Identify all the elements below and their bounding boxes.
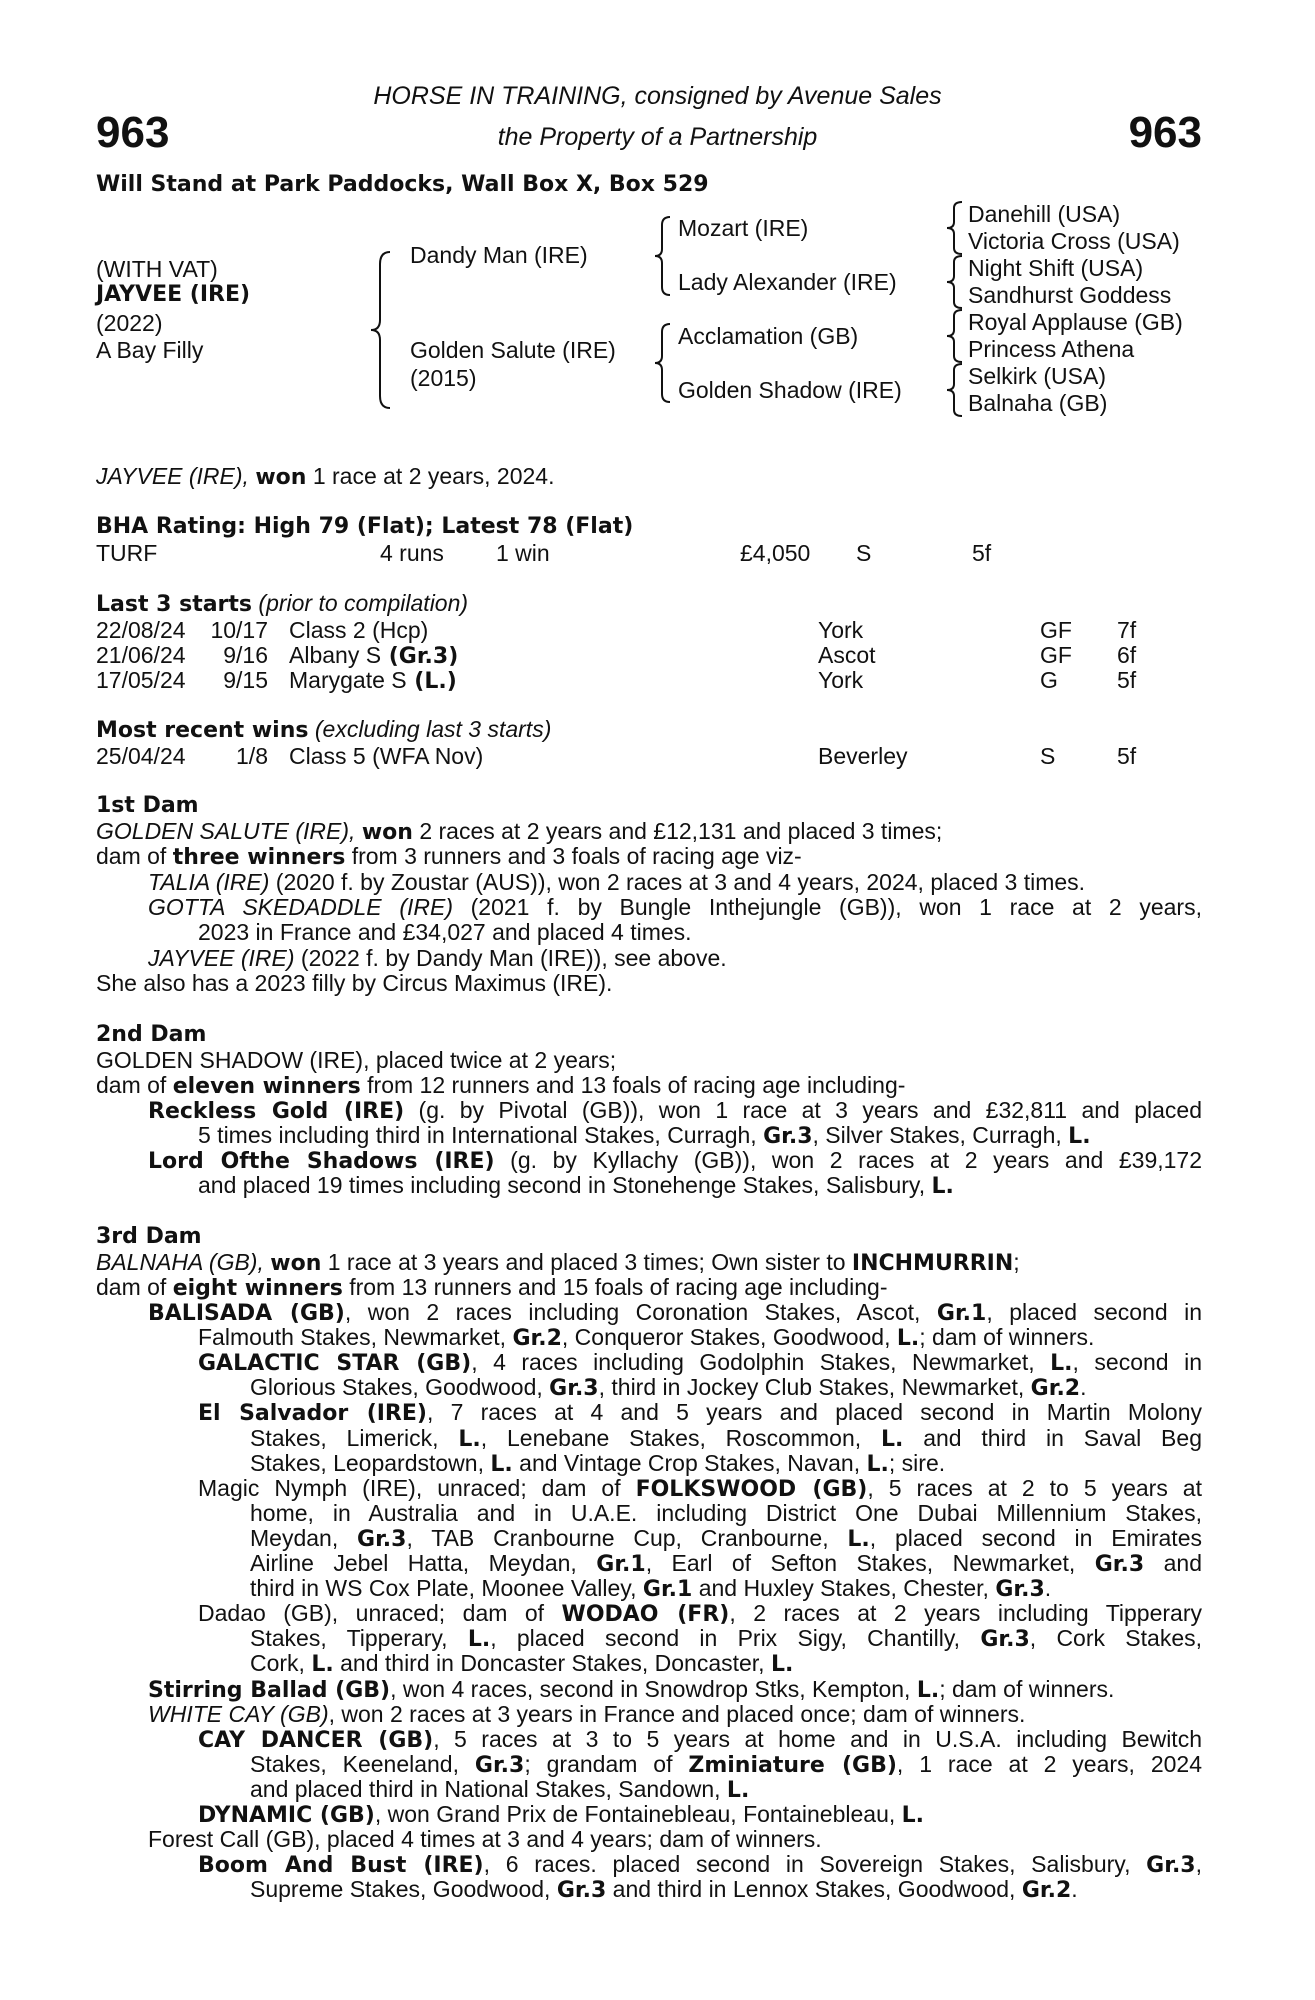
plain-text: , won 2 races including Coronation Stakes, Ascot,	[344, 1299, 937, 1325]
form-race	[289, 642, 458, 669]
plain-text: , won 4 races, second in Snowdrop Stks, Kempton,	[390, 1675, 917, 1702]
dam3-winners: eight winners	[172, 1276, 343, 1301]
brace-ds	[944, 308, 964, 364]
bold-text: Gr.3	[1146, 1853, 1196, 1879]
dam3-semicolon: ;	[1013, 1249, 1020, 1275]
dam1-line1	[96, 819, 942, 845]
bold-text: Gr.2	[1021, 1878, 1072, 1904]
plain-text: and third in Doncaster Stakes, Doncaster,	[333, 1650, 771, 1677]
gen3-6: Princess Athena	[968, 336, 1135, 362]
plain-text: ; dam of winners.	[919, 1324, 1095, 1351]
bold-text: Gr.3	[549, 1376, 599, 1402]
form-race-name: Class 2 (Hcp)	[289, 617, 429, 643]
dam3-produce-line	[250, 1651, 793, 1677]
dam3-record: 1 race at 3 years and placed 3 times; Own sister to	[321, 1249, 852, 1275]
ls-grade: L.	[931, 1174, 954, 1199]
plain-text: and Huxley Stakes, Chester,	[692, 1575, 996, 1602]
bold-text: GALACTIC STAR (GB)	[198, 1351, 472, 1377]
dam3-produce-line	[250, 1451, 945, 1477]
summary-rest: 1 race at 2 years, 2024.	[312, 463, 555, 489]
form-race	[289, 667, 457, 694]
dam2-ls-cont	[198, 1173, 954, 1199]
dam3-produce-line	[250, 1426, 1202, 1452]
bold-text: L.	[880, 1426, 904, 1452]
plain-text: Cork,	[250, 1650, 312, 1677]
plain-text: , 7 races at 4 and 5 years and placed second in Martin Molony	[426, 1399, 1203, 1426]
plain-text: home, in Australia and in U.A.E. including District One Dubai Millennium Stakes,	[250, 1499, 1202, 1526]
form-date: 22/08/24	[96, 617, 186, 643]
dam2-winners: eleven winners	[172, 1074, 361, 1099]
dam1-winners: three winners	[172, 845, 346, 870]
horse-vat: (WITH VAT)	[96, 256, 218, 282]
rg-grade2: L.	[1068, 1124, 1091, 1149]
gen3-3: Night Shift (USA)	[968, 255, 1144, 281]
dam3-produce-line	[250, 1576, 1051, 1602]
gotta-name: GOTTA SKEDADDLE (IRE)	[148, 894, 453, 920]
dam2-damof: dam of	[96, 1072, 173, 1098]
header-line-1: HORSE IN TRAINING, consigned by Avenue Sales	[373, 82, 942, 110]
plain-text: and	[1144, 1550, 1202, 1576]
ls-name: Lord Ofthe Shadows (IRE)	[148, 1149, 495, 1174]
form-position: 9/16	[223, 642, 268, 668]
gen3-7: Selkirk (USA)	[968, 363, 1107, 389]
dam1-talia	[148, 870, 1085, 895]
plain-text: , Earl of Sefton Stakes, Newmarket,	[645, 1550, 1095, 1576]
dam3-produce-line	[250, 1526, 1202, 1552]
bold-text: El Salvador (IRE)	[198, 1401, 427, 1427]
plain-text: and third in Lennox Stakes, Goodwood,	[606, 1876, 1022, 1903]
dam3-produce-line	[250, 1877, 1078, 1903]
recent-heading	[96, 717, 551, 743]
dam1-title: 1st Dam	[96, 793, 199, 818]
dam1-damof: dam of	[96, 843, 173, 869]
plain-text: third in WS Cox Plate, Moonee Valley,	[250, 1575, 643, 1602]
bold-text: Gr.3	[980, 1627, 1030, 1653]
plain-text: .	[1080, 1374, 1087, 1401]
dam3-produce-line	[250, 1752, 1202, 1778]
plain-text: Stakes, Limerick,	[250, 1424, 459, 1451]
recent-position: 1/8	[236, 743, 268, 769]
plain-text: ,	[1195, 1851, 1202, 1878]
bold-text: L.	[311, 1652, 334, 1678]
plain-text: Falmouth Stakes, Newmarket,	[198, 1324, 513, 1351]
dam3-produce-line	[198, 1350, 1202, 1376]
dam2-ls	[148, 1148, 1202, 1174]
plain-text: , 1 race at 2 years, 2024	[896, 1750, 1202, 1777]
bold-text: FOLKSWOOD (GB)	[635, 1476, 868, 1502]
bold-text: Gr.3	[1094, 1552, 1145, 1577]
last3-note: (prior to compilation)	[258, 590, 469, 616]
plain-text: Stakes, Tipperary,	[250, 1625, 468, 1652]
lot-number-left: 963	[96, 108, 170, 157]
bold-text: WODAO (FR)	[561, 1602, 730, 1628]
form-race	[289, 617, 428, 644]
plain-text: , third in Jockey Club Stakes, Newmarket,	[598, 1374, 1031, 1401]
bold-text: Boom And Bust (IRE)	[198, 1853, 484, 1879]
plain-text: , placed second in	[986, 1299, 1202, 1325]
plain-text: , Lenebane Stakes, Roscommon,	[480, 1424, 881, 1451]
bold-text: Gr.1	[642, 1577, 693, 1603]
last3-heading	[96, 591, 468, 617]
dam3-produce-line	[148, 1827, 822, 1852]
plain-text: ; grandam of	[524, 1750, 689, 1777]
plain-text: , second in	[1072, 1349, 1202, 1376]
dam1-also: She also has a 2023 filly by Circus Maximus (IRE).	[96, 970, 613, 996]
plain-text: , placed second in Emirates	[869, 1524, 1202, 1551]
gen3-4: Sandhurst Goddess	[968, 282, 1172, 308]
gen3-2: Victoria Cross (USA)	[968, 228, 1180, 254]
dam3-produce-line	[148, 1677, 1114, 1703]
recent-note: (excluding last 3 starts)	[314, 716, 552, 742]
bold-text: L.	[490, 1451, 513, 1477]
plain-text: , TAB Cranbourne Cup, Cranbourne,	[406, 1524, 848, 1551]
dam2-rg	[148, 1098, 1202, 1124]
plain-text: , 5 races at 3 to 5 years at home and in U.S.A. including Bewitch	[433, 1725, 1202, 1752]
plain-text: .	[1044, 1575, 1052, 1602]
dam2-rg-cont	[198, 1123, 1091, 1149]
dam1-record: 2 races at 2 years and £12,131 and placed 3 times;	[412, 818, 943, 844]
dam3-produce-line	[198, 1325, 1094, 1351]
dam1-line2	[96, 844, 802, 870]
dam2-foals: from 12 runners and 13 foals of racing age including-	[360, 1072, 906, 1098]
dam1-gotta	[148, 895, 1202, 920]
dam1-won: won	[361, 820, 413, 845]
bold-text: Gr.3	[474, 1752, 525, 1778]
gen3-1: Danehill (USA)	[968, 201, 1121, 227]
bold-text: Gr.3	[357, 1526, 407, 1552]
plain-text: , 5 races at 2 to 5 years at	[867, 1474, 1202, 1501]
form-course: York	[818, 667, 864, 693]
jayvee-record: (2022 f. by Dandy Man (IRE)), see above.	[294, 945, 727, 971]
rg-grade1: Gr.3	[763, 1124, 813, 1149]
dam1-jayvee	[148, 946, 727, 971]
plain-text: Supreme Stakes, Goodwood,	[250, 1876, 557, 1903]
dam2-line2	[96, 1073, 905, 1099]
dam3-produce-line	[250, 1551, 1202, 1577]
sire-name: Dandy Man (IRE)	[410, 242, 588, 268]
dam3-produce-line	[198, 1852, 1202, 1878]
form-course: York	[818, 617, 864, 643]
last3-title: Last 3 starts	[96, 592, 253, 617]
bold-text: Gr.1	[936, 1301, 987, 1326]
plain-text: Dadao (GB), unraced; dam of	[198, 1600, 562, 1627]
bold-text: L.	[467, 1627, 491, 1653]
plain-text: , won Grand Prix de Fontainebleau, Fontainebleau,	[374, 1801, 902, 1827]
dam1-foals: from 3 runners and 3 foals of racing age viz-	[345, 843, 802, 869]
dam3-produce-line	[198, 1476, 1202, 1502]
plain-text: , placed second in Prix Sigy, Chantilly,	[490, 1625, 981, 1652]
bold-text: L.	[458, 1426, 481, 1452]
recent-title: Most recent wins	[96, 718, 309, 743]
bold-text: L.	[901, 1803, 925, 1828]
brace-dam	[652, 322, 672, 404]
plain-text: Airline Jebel Hatta, Meydan,	[250, 1550, 597, 1576]
rating-surface: TURF	[96, 540, 158, 566]
bold-text: DYNAMIC (GB)	[198, 1803, 375, 1828]
bold-text: CAY DANCER (GB)	[198, 1727, 434, 1753]
dam3-line2	[96, 1275, 887, 1301]
dam3-damof: dam of	[96, 1274, 173, 1300]
gotta-record: (2021 f. by Bungle Inthejungle (GB)), won 1 race at 2 years,	[452, 894, 1202, 920]
form-race-grade: (L.)	[406, 669, 457, 694]
rating-prize: £4,050	[740, 540, 811, 566]
rating-runs: 4 runs	[380, 540, 444, 566]
plain-text: and placed third in National Stakes, Sandown,	[250, 1775, 727, 1802]
plain-text: , 6 races. placed second in Sovereign Stakes, Salisbury,	[483, 1851, 1147, 1878]
rating-dist: 5f	[972, 540, 992, 566]
dam3-foals: from 13 runners and 15 foals of racing age including-	[342, 1274, 888, 1300]
brace-main	[368, 250, 392, 410]
dam3-produce-line	[250, 1501, 1202, 1526]
bold-text: Gr.2	[1030, 1376, 1081, 1402]
dam3-sister: INCHMURRIN	[851, 1251, 1014, 1276]
form-distance: 7f	[1117, 617, 1137, 643]
race-summary	[96, 464, 554, 490]
form-race-name: Albany S	[289, 642, 382, 668]
plain-text: .	[1071, 1876, 1078, 1903]
plain-text: , 4 races including Godolphin Stakes, Newmarket,	[471, 1349, 1051, 1376]
form-date: 21/06/24	[96, 642, 186, 668]
form-date: 17/05/24	[96, 667, 186, 693]
gen3-8: Balnaha (GB)	[968, 390, 1108, 416]
dam3-won: won	[270, 1251, 322, 1276]
plain-text: , Conqueror Stakes, Goodwood,	[561, 1324, 897, 1351]
recent-going: S	[1040, 743, 1056, 769]
dam3-produce-line	[198, 1727, 1202, 1753]
form-going: G	[1040, 667, 1058, 693]
recent-distance: 5f	[1117, 743, 1137, 769]
dam-dam: Golden Shadow (IRE)	[678, 377, 902, 403]
plain-text: Magic Nymph (IRE), unraced; dam of	[198, 1474, 636, 1501]
sire-sire: Mozart (IRE)	[678, 215, 809, 241]
plain-text: , Cork Stakes,	[1029, 1625, 1202, 1652]
jayvee-name: JAYVEE (IRE)	[148, 945, 295, 971]
brace-ss	[944, 200, 964, 256]
recent-date: 25/04/24	[96, 743, 186, 769]
ls-record: (g. by Kyllachy (GB)), won 2 races at 2 years and £39,172	[494, 1147, 1203, 1173]
bold-text: L.	[896, 1326, 920, 1352]
gen3-5: Royal Applause (GB)	[968, 309, 1183, 335]
bold-text: BALISADA (GB)	[148, 1301, 345, 1326]
bold-text: L.	[1050, 1351, 1073, 1377]
recent-race: Class 5 (WFA Nov)	[289, 743, 484, 769]
italic-text: WHITE CAY (GB)	[148, 1700, 329, 1727]
plain-text: Stakes, Keeneland,	[250, 1750, 475, 1777]
bold-text: L.	[866, 1451, 889, 1477]
bold-text: L.	[916, 1677, 940, 1703]
bold-text: Gr.3	[556, 1878, 607, 1904]
sire-dam: Lady Alexander (IRE)	[678, 269, 897, 295]
bold-text: L.	[770, 1652, 794, 1678]
rg-cont-b: , Silver Stakes, Curragh,	[812, 1122, 1069, 1148]
dam3-produce-line	[198, 1601, 1202, 1627]
dam3-line1	[96, 1250, 1020, 1276]
brace-sd	[944, 254, 964, 310]
stand-info: Will Stand at Park Paddocks, Wall Box X, Box 529	[96, 172, 709, 197]
plain-text: Glorious Stakes, Goodwood,	[250, 1374, 550, 1401]
form-distance: 5f	[1117, 667, 1137, 693]
bold-text: L.	[726, 1777, 750, 1803]
talia-record: (2020 f. by Zoustar (AUS)), won 2 races at 3 and 4 years, 2024, placed 3 times.	[269, 869, 1086, 895]
rating-wins: 1 win	[496, 540, 550, 566]
rg-record: (g. by Pivotal (GB)), won 1 race at 3 years and £32,811 and placed	[404, 1097, 1202, 1123]
bold-text: Zminiature (GB)	[688, 1752, 897, 1778]
brace-dd	[944, 362, 964, 418]
plain-text: ; sire.	[888, 1449, 946, 1476]
horse-name: JAYVEE (IRE)	[96, 282, 251, 307]
rating-going: S	[856, 540, 872, 566]
form-distance: 6f	[1117, 642, 1137, 668]
horse-year: (2022)	[96, 310, 163, 336]
form-position: 9/15	[223, 667, 268, 693]
form-race-name: Marygate S	[289, 667, 407, 693]
dam-sire: Acclamation (GB)	[678, 323, 859, 349]
plain-text: Meydan,	[250, 1524, 358, 1551]
bold-text: Gr.2	[512, 1326, 562, 1352]
bold-text: Gr.3	[995, 1577, 1045, 1603]
plain-text: Stakes, Leopardstown,	[250, 1449, 491, 1476]
bold-text: Stirring Ballad (GB)	[148, 1677, 391, 1703]
lot-number-right: 963	[1128, 108, 1202, 157]
horse-desc: A Bay Filly	[96, 337, 204, 363]
form-going: GF	[1040, 617, 1072, 643]
dam3-produce-line	[198, 1400, 1202, 1426]
rg-name: Reckless Gold (IRE)	[148, 1099, 405, 1124]
form-race-grade: (Gr.3)	[381, 644, 459, 669]
dam1-gotta-cont: 2023 in France and £34,027 and placed 4 times.	[198, 919, 692, 945]
plain-text: and Vintage Crop Stakes, Navan,	[512, 1449, 867, 1476]
rg-cont-a: 5 times including third in International Stakes, Curragh,	[198, 1122, 764, 1148]
plain-text: , won 2 races at 3 years in France and placed once; dam of winners.	[328, 1700, 1026, 1727]
dam3-produce-line	[148, 1300, 1202, 1326]
plain-text: , 2 races at 2 years including Tipperary	[729, 1600, 1202, 1627]
dam3-produce-line	[250, 1375, 1087, 1401]
talia-name: TALIA (IRE)	[148, 869, 270, 895]
header-line-2: the Property of a Partnership	[497, 123, 818, 151]
dam3-produce-line	[198, 1802, 924, 1828]
plain-text: and third in Saval Beg	[903, 1424, 1202, 1451]
dam2-line1: GOLDEN SHADOW (IRE), placed twice at 2 years;	[96, 1047, 617, 1073]
plain-text: ; dam of winners.	[939, 1675, 1115, 1702]
summary-won: won	[255, 465, 307, 490]
dam-name: Golden Salute (IRE)	[410, 337, 616, 363]
form-course: Ascot	[818, 642, 876, 668]
recent-course: Beverley	[818, 743, 908, 769]
dam-year: (2015)	[410, 365, 477, 391]
plain-text: Forest Call (GB), placed 4 times at 3 and 4 years; dam of winners.	[148, 1826, 822, 1853]
ls-cont: and placed 19 times including second in Stonehenge Stakes, Salisbury,	[198, 1172, 932, 1198]
summary-name: JAYVEE (IRE),	[96, 463, 249, 489]
rating-title: BHA Rating: High 79 (Flat); Latest 78 (Flat)	[96, 514, 634, 539]
form-going: GF	[1040, 642, 1072, 668]
dam1-name: GOLDEN SALUTE (IRE),	[96, 818, 356, 844]
bold-text: L.	[847, 1526, 870, 1552]
bold-text: Gr.1	[596, 1552, 646, 1577]
dam3-produce-line	[250, 1626, 1202, 1652]
dam3-name: BALNAHA (GB),	[96, 1249, 264, 1275]
dam2-title: 2nd Dam	[96, 1022, 207, 1047]
brace-sire	[652, 215, 672, 297]
dam3-title: 3rd Dam	[96, 1224, 202, 1249]
dam3-produce-line	[250, 1777, 749, 1803]
form-position: 10/17	[210, 617, 268, 643]
dam3-produce-line	[148, 1702, 1025, 1727]
